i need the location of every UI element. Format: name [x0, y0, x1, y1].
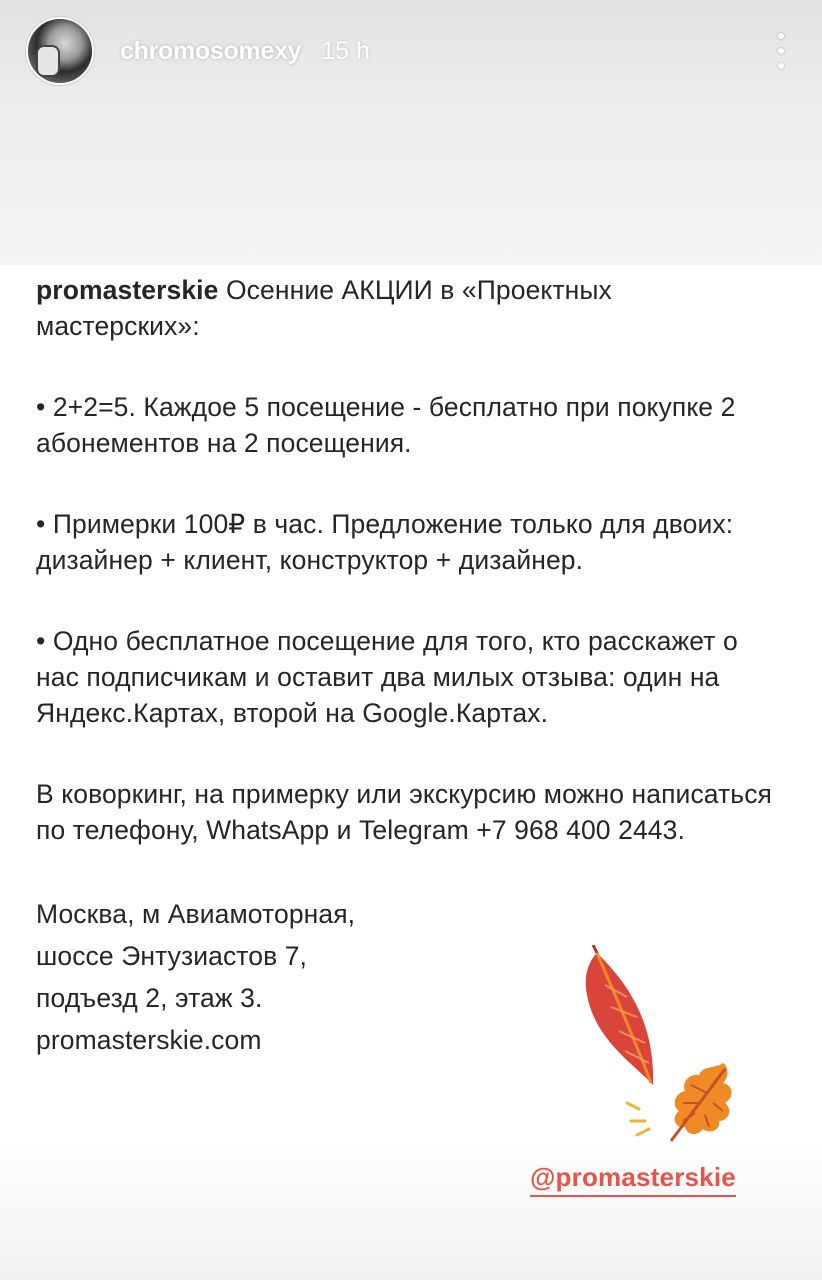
- more-dot-icon: [778, 48, 784, 54]
- post-author: promasterskie: [36, 275, 219, 305]
- promo-item: • 2+2=5. Каждое 5 посещение - бесплатно при покупке 2 абонементов на 2 посещения.: [36, 392, 736, 458]
- more-dot-icon: [778, 33, 784, 39]
- autumn-leaves-icon: [575, 945, 755, 1150]
- story-timestamp: 15 h: [321, 36, 370, 65]
- mention-sticker[interactable]: [530, 1162, 736, 1197]
- mention-underline: [530, 1195, 736, 1197]
- promo-item: • Примерки 100₽ в час. Предложение только для двоих: дизайнер + клиент, конструктор + дизайнер.: [36, 509, 734, 575]
- post-intro: [36, 272, 776, 344]
- story-header: [26, 17, 796, 85]
- mention-text: @promasterskie: [530, 1162, 736, 1192]
- sparkle-icon: [627, 1103, 649, 1135]
- orange-leaf-icon: [671, 1063, 732, 1141]
- address-line: подъезд 2, этаж 3.: [36, 983, 263, 1013]
- avatar[interactable]: [26, 17, 94, 85]
- post-caption: [36, 272, 776, 1061]
- address-line: Москва, м Авиамоторная,: [36, 899, 356, 929]
- address-line: шоссе Энтузиастов 7,: [36, 941, 308, 971]
- more-options-button[interactable]: [766, 29, 796, 73]
- story-background-bottom: [0, 1140, 822, 1280]
- contact-info: В коворкинг, на примерку или экскурсию можно написаться по телефону, WhatsApp и Telegram +7 968 400 2443.: [36, 779, 772, 845]
- red-leaf-icon: [586, 945, 653, 1085]
- story-username[interactable]: chromosomexy: [120, 36, 302, 65]
- website-text: promasterskie.com: [36, 1025, 262, 1055]
- post-intro-text: Осенние АКЦИИ в «Проектных мастерских»:: [36, 275, 612, 341]
- promo-item: • Одно бесплатное посещение для того, кто расскажет о нас подписчикам и оставит два милых отзыва: один на Яндекс.Картах, второй на Google.Картах.: [36, 626, 738, 728]
- more-dot-icon: [778, 63, 784, 69]
